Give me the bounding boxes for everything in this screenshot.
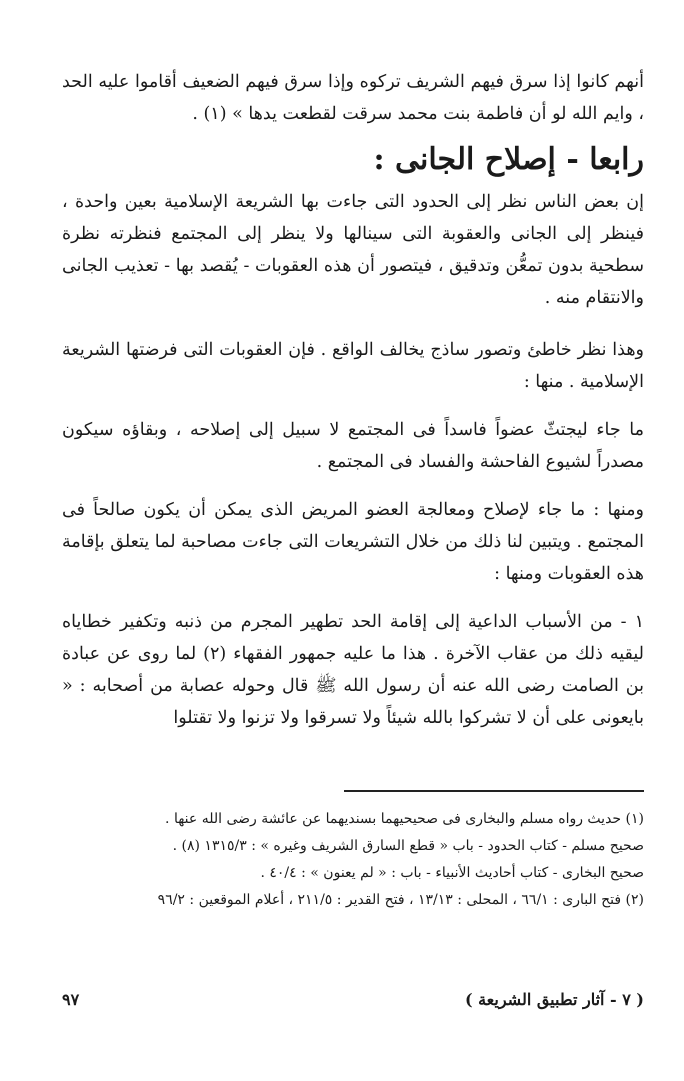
footnotes-block: [62, 806, 644, 914]
footnote-1-ref-a: صحيح مسلم - كتاب الحدود - باب « قطع السارق الشريف وغيره » : ١٣١٥/٣ (٨) .: [172, 838, 644, 854]
paragraph-text: ومنها : ما جاء لإصلاح ومعالجة العضو المريض الذى يمكن أن يكون صالحاً فى المجتمع . ويتبين لنا ذلك من خلال التشريعات التى جاءت مصاحبة لما يتعلق بإقامة هذه العقوبات ومنها :: [62, 500, 644, 584]
paragraph-2: [62, 334, 644, 398]
paragraph-3: [62, 414, 644, 478]
page-number: ٩٧: [62, 990, 80, 1009]
paragraph-4: [62, 494, 644, 590]
running-head: ( ٧ - آثار تطبيق الشريعة ): [464, 990, 644, 1009]
footnote-separator: [344, 790, 644, 792]
paragraph-text: ما جاء ليجتثّ عضواً فاسداً فى المجتمع لا سبيل إلى إصلاحه ، وبقاؤه سيكون مصدراً لشيوع الفاحشة والفساد فى المجتمع .: [62, 420, 644, 472]
paragraph-text: إن بعض الناس نظر إلى الحدود التى جاءت بها الشريعة الإسلامية بعين واحدة ، فينظر إلى الجانى والعقوبة التى سينالها ولا ينظر إلى المجتمع فنظرته نظرة سطحية بدون تمعُّن وتدقيق ، فيتصور أن هذه العقوبات - يُقصد بها - تعذيب الجانى والانتقام منه .: [62, 192, 644, 308]
section-heading: رابعا - إصلاح الجانى :: [373, 142, 644, 177]
footnote-1-ref-b: صحيح البخارى - كتاب أحاديث الأنبياء - باب : « لم يعنون » : ٤٠/٤ .: [260, 865, 644, 881]
footnote-2: (٢) فتح البارى : ٦٦/١ ، المحلى : ١٣/١٣ ، فتح القدير : ٢١١/٥ ، أعلام الموقعين : ٩٦/٢: [157, 892, 644, 908]
page-footer: [62, 990, 644, 1009]
opening-paragraph: أنهم كانوا إذا سرق فيهم الشريف تركوه وإذا سرق فيهم الضعيف أقاموا عليه الحد ، وايم الله لو أن فاطمة بنت محمد سرقت لقطعت يدها » (١) .: [62, 72, 644, 124]
paragraph-text: وهذا نظر خاطئ وتصور ساذج يخالف الواقع . فإن العقوبات التى فرضتها الشريعة الإسلامية . منها :: [62, 340, 644, 392]
footnote-1: (١) حديث رواه مسلم والبخارى فى صحيحيهما بسنديهما عن عائشة رضى الله عنها .: [165, 811, 644, 827]
paragraph-text: ١ - من الأسباب الداعية إلى إقامة الحد تطهير المجرم من ذنبه وتكفير خطاياه ليقيه ذلك من عقاب الآخرة . هذا ما عليه جمهور الفقهاء (٢) لما روى عن عبادة بن الصامت رضى الله عنه أن رسول الله ﷺ قال وحوله عصابة من أصحابه : « بايعونى على أن لا تشركوا بالله شيئاً ولا تسرقوا ولا تزنوا ولا تقتلوا: [62, 612, 644, 728]
paragraph-1: [62, 186, 644, 314]
paragraph-5: [62, 606, 644, 734]
opening-text-block: [62, 66, 644, 130]
